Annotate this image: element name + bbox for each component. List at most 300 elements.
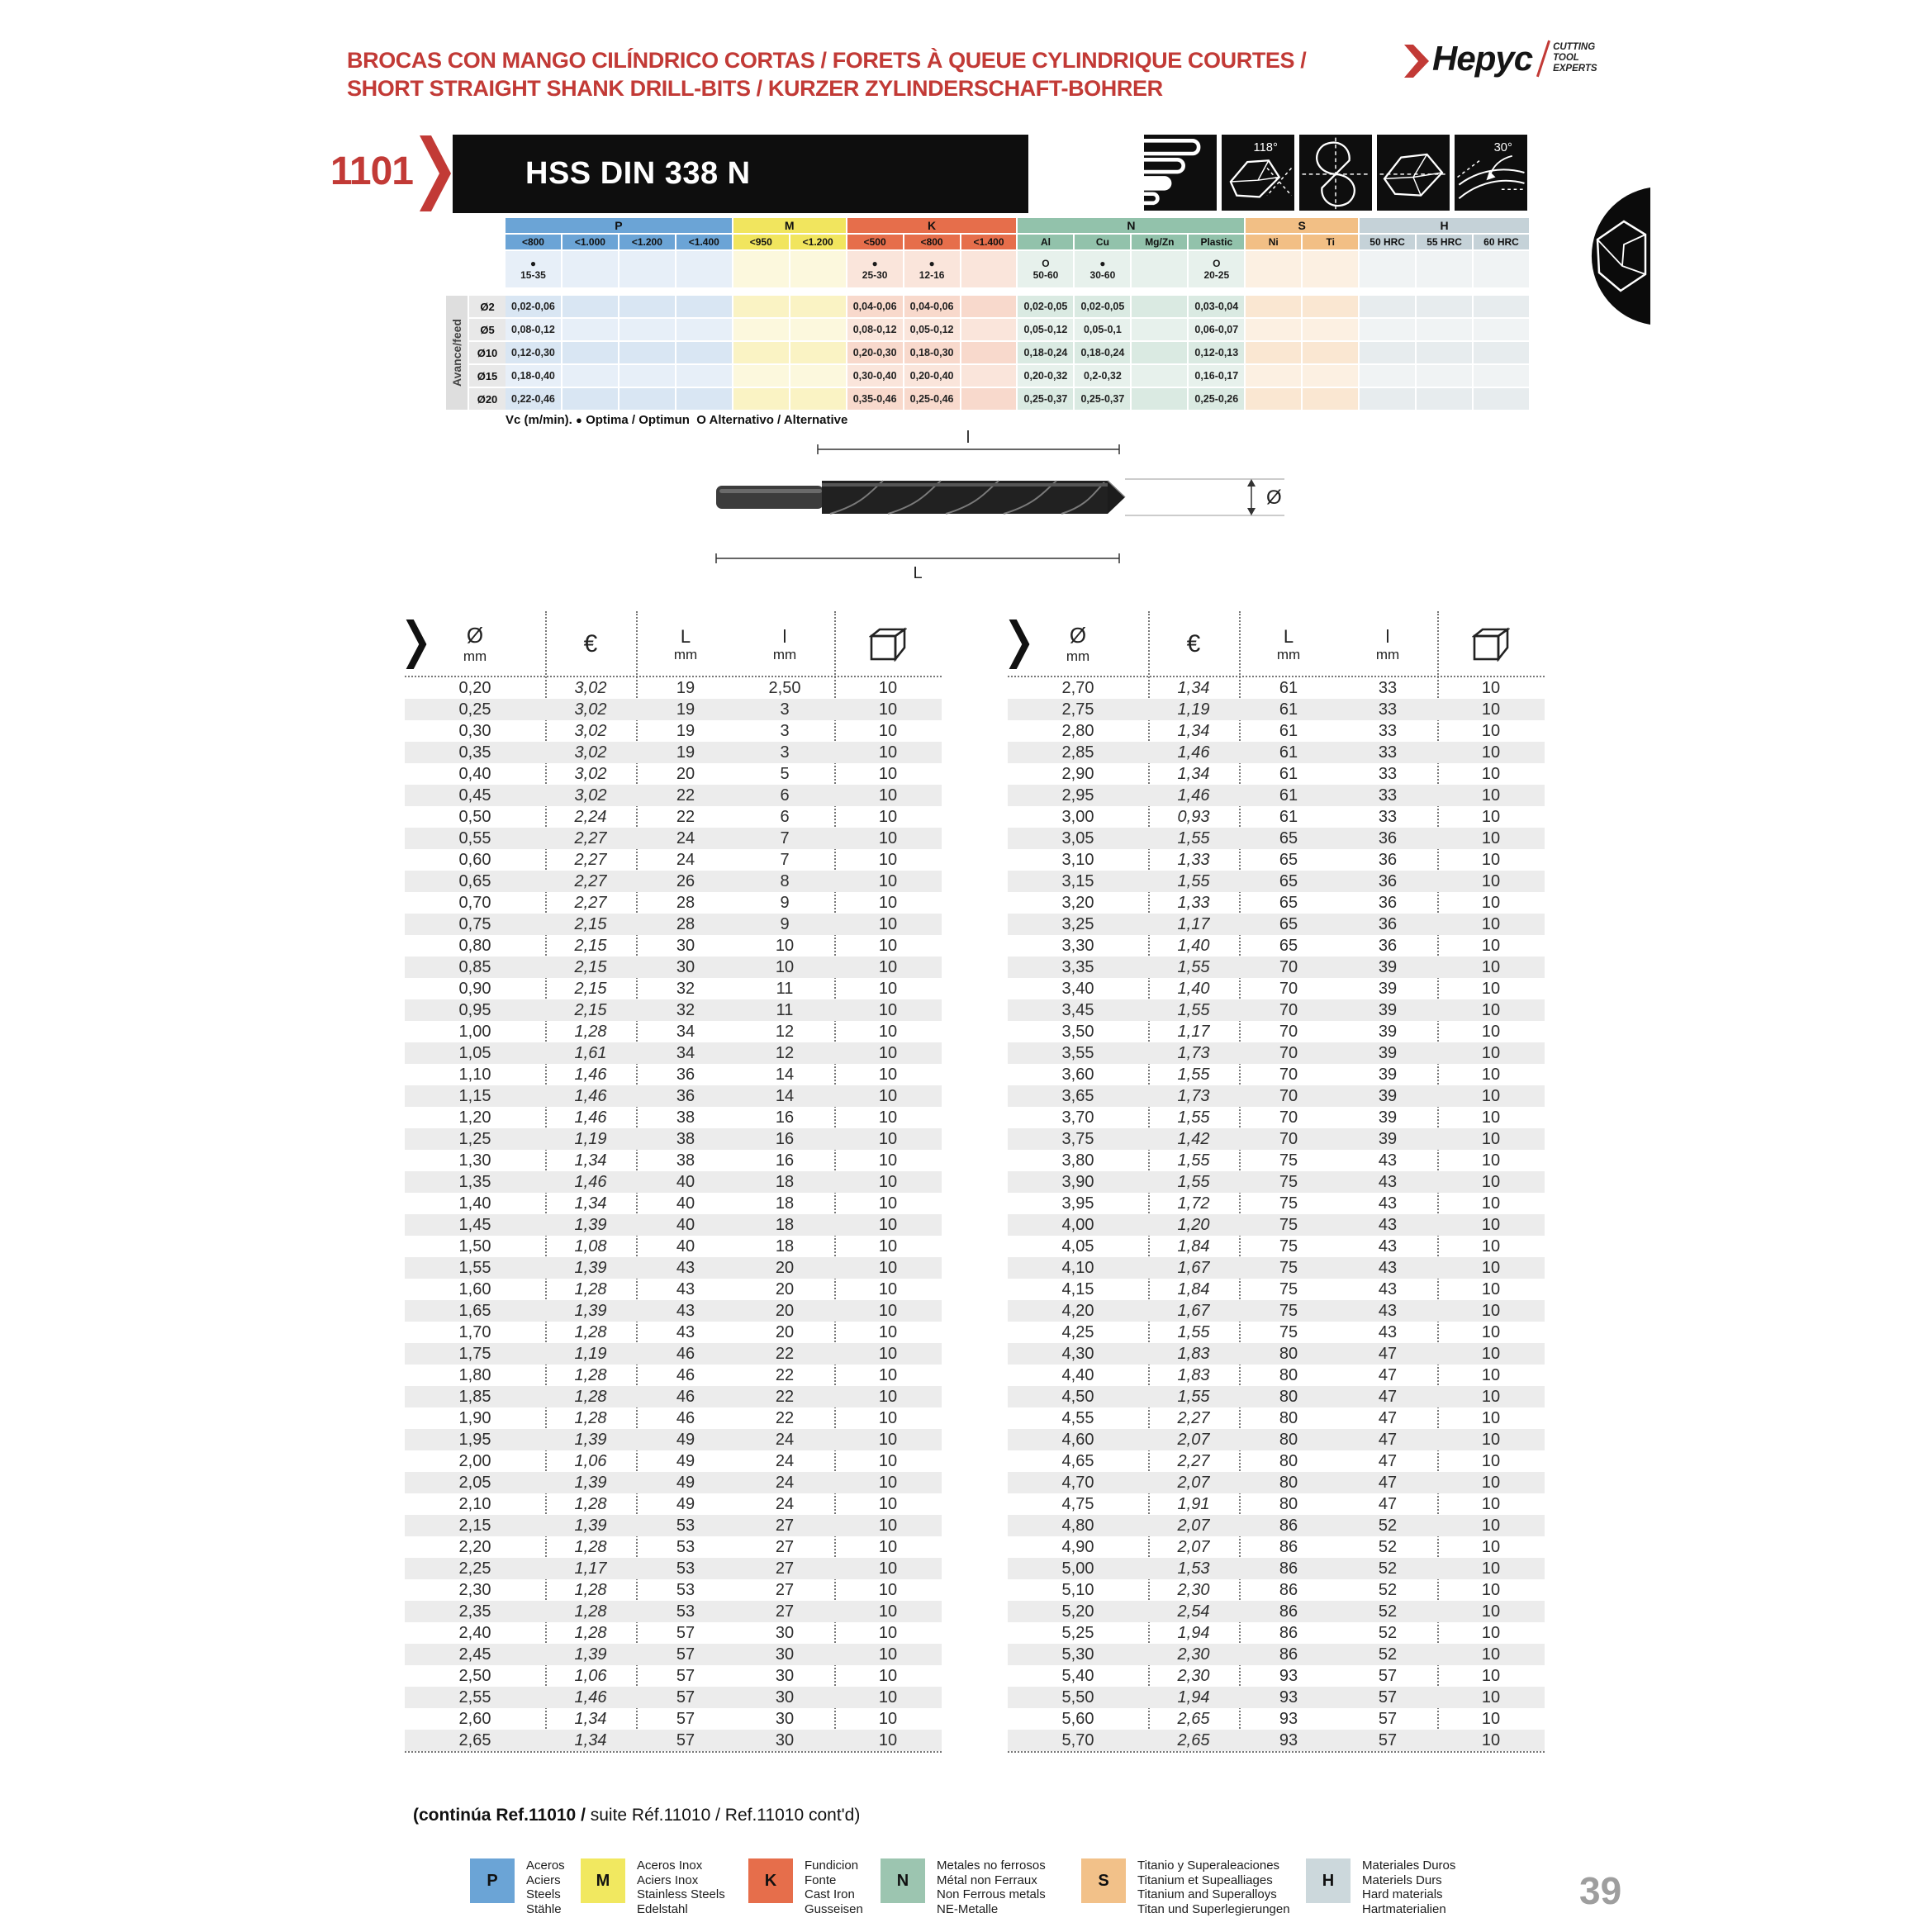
logo-tagline-line: TOOL <box>1553 53 1579 63</box>
table-row <box>405 1279 942 1300</box>
cell-diameter: 5,60 <box>1061 1710 1094 1728</box>
cell-diameter: 1,70 <box>458 1323 491 1341</box>
table-row <box>405 1343 942 1365</box>
cell-length-l: 12 <box>775 1044 795 1062</box>
cell-price: 1,17 <box>1177 1023 1210 1041</box>
params-vc-cell <box>563 251 618 287</box>
cell-length-l: 47 <box>1378 1474 1398 1492</box>
cell-price: 2,27 <box>574 872 607 890</box>
table-row <box>405 806 942 828</box>
cell-length-l: 20 <box>775 1259 795 1277</box>
cell-length-L: 86 <box>1279 1581 1298 1599</box>
cell-length-L: 65 <box>1279 894 1298 912</box>
legend-swatch: N <box>881 1858 925 1903</box>
params-feed-cell <box>563 319 618 340</box>
cell-pack-qty: 10 <box>878 1366 898 1384</box>
params-feed-cell: 0,35-0,46 <box>847 388 903 410</box>
cell-length-l: 27 <box>775 1559 795 1578</box>
box-icon <box>1472 627 1510 662</box>
table-row <box>405 957 942 978</box>
product-name: HSS DIN 338 N <box>525 156 751 191</box>
cell-diameter: 1,35 <box>458 1173 491 1191</box>
params-feed-cell <box>619 342 675 363</box>
table-row <box>1008 1214 1545 1236</box>
cell-pack-qty: 10 <box>878 1409 898 1427</box>
cell-diameter: 3,10 <box>1061 851 1094 869</box>
params-feed-cell <box>1132 388 1187 410</box>
params-feed-cell <box>619 296 675 317</box>
cell-length-L: 75 <box>1279 1302 1298 1320</box>
cell-pack-qty: 10 <box>1481 786 1501 805</box>
legend-label-line: Edelstahl <box>637 1901 688 1916</box>
cell-diameter: 1,40 <box>458 1194 491 1213</box>
cell-diameter: 3,90 <box>1061 1173 1094 1191</box>
cell-length-L: 70 <box>1279 1108 1298 1127</box>
cell-length-l: 24 <box>775 1495 795 1513</box>
cell-price: 1,28 <box>574 1602 607 1621</box>
cell-length-l: 12 <box>775 1023 795 1041</box>
cell-pack-qty: 10 <box>878 1602 898 1621</box>
cell-diameter: 4,20 <box>1061 1302 1094 1320</box>
cell-diameter: 2,10 <box>458 1495 491 1513</box>
cell-price: 1,55 <box>1177 872 1210 890</box>
params-feed-cell <box>1360 388 1415 410</box>
table-row <box>1008 1665 1545 1687</box>
cell-diameter: 1,05 <box>458 1044 491 1062</box>
cell-price: 1,55 <box>1177 1323 1210 1341</box>
cell-diameter: 0,80 <box>458 937 491 955</box>
cell-price: 1,84 <box>1177 1280 1210 1298</box>
cell-length-l: 39 <box>1378 1108 1398 1127</box>
cell-diameter: 3,95 <box>1061 1194 1094 1213</box>
cell-length-l: 33 <box>1378 700 1398 719</box>
cell-price: 1,28 <box>574 1388 607 1406</box>
cell-diameter: 5,70 <box>1061 1731 1094 1749</box>
cell-price: 1,83 <box>1177 1345 1210 1363</box>
table-row <box>405 1665 942 1687</box>
cell-pack-qty: 10 <box>1481 958 1501 976</box>
cell-pack-qty: 10 <box>878 1645 898 1664</box>
cell-length-L: 61 <box>1279 679 1298 697</box>
cell-pack-qty: 10 <box>1481 1538 1501 1556</box>
cell-price: 2,15 <box>574 1001 607 1019</box>
cell-length-L: 40 <box>676 1194 695 1213</box>
legend-labels <box>526 1858 565 1916</box>
cell-length-l: 30 <box>775 1667 795 1685</box>
params-feed-cell <box>563 296 618 317</box>
cell-length-L: 19 <box>676 743 695 762</box>
params-vc-cell: ● 12-16 <box>904 251 960 287</box>
cell-pack-qty: 10 <box>1481 1194 1501 1213</box>
title-line-1: BROCAS CON MANGO CILÍNDRICO CORTAS / FORETS À QUEUE CYLINDRIQUE COURTES / <box>347 48 1307 73</box>
table-row <box>405 1064 942 1085</box>
params-row-label: Ø2 <box>469 296 506 317</box>
cell-price: 1,55 <box>1177 1173 1210 1191</box>
params-feed-cell <box>961 342 1017 363</box>
cell-diameter: 1,60 <box>458 1280 491 1298</box>
params-col-header: 55 HRC <box>1417 235 1472 249</box>
cell-pack-qty: 10 <box>1481 1431 1501 1449</box>
drill-point-icon <box>1377 135 1450 211</box>
cell-length-l: 36 <box>1378 829 1398 847</box>
params-feed-cell: 0,22-0,46 <box>506 388 561 410</box>
cell-pack-qty: 10 <box>878 1517 898 1535</box>
table-row <box>405 1171 942 1193</box>
table-row <box>1008 1622 1545 1644</box>
logo-brand-text: Hepyc <box>1432 39 1533 78</box>
product-ref: 1101 <box>330 150 413 193</box>
cell-length-L: 24 <box>676 851 695 869</box>
cell-length-l: 16 <box>775 1108 795 1127</box>
logo-tagline-line: CUTTING <box>1553 42 1596 52</box>
params-col-header: Ti <box>1303 235 1358 249</box>
table-row <box>405 1450 942 1472</box>
cell-length-L: 93 <box>1279 1667 1298 1685</box>
cell-pack-qty: 10 <box>878 894 898 912</box>
params-feed-cell <box>1132 365 1187 387</box>
cell-pack-qty: 10 <box>878 851 898 869</box>
logo-slash <box>1536 40 1550 78</box>
cell-length-L: 30 <box>676 937 695 955</box>
params-row-labels <box>469 296 506 410</box>
params-feed-cell <box>1303 365 1358 387</box>
cell-price: 1,33 <box>1177 851 1210 869</box>
params-feed-cell <box>1246 319 1301 340</box>
flute-profile-icon <box>1299 135 1372 211</box>
params-col-header: Mg/Zn <box>1132 235 1187 249</box>
params-col-header: <1.400 <box>961 235 1017 249</box>
cell-price: 1,17 <box>574 1559 607 1578</box>
cell-pack-qty: 10 <box>878 1044 898 1062</box>
params-feed-cell <box>1132 296 1187 317</box>
legend-label-line: Aceros Inox <box>637 1858 703 1873</box>
cell-length-l: 39 <box>1378 1130 1398 1148</box>
tech-icons <box>1144 135 1527 211</box>
cell-price: 3,02 <box>574 786 607 805</box>
params-feed-cell: 0,04-0,06 <box>904 296 960 317</box>
table-row <box>405 892 942 914</box>
params-feed-cell: 0,18-0,24 <box>1075 342 1130 363</box>
cell-price: 1,46 <box>574 1108 607 1127</box>
table-body <box>405 677 942 1751</box>
table-row <box>1008 1708 1545 1730</box>
cell-length-L: 70 <box>1279 1001 1298 1019</box>
params-feed-cell <box>790 342 846 363</box>
cell-pack-qty: 10 <box>1481 1495 1501 1513</box>
cell-length-L: 75 <box>1279 1216 1298 1234</box>
table-row <box>405 1128 942 1150</box>
table-row <box>405 1365 942 1386</box>
cell-pack-qty: 10 <box>1481 1259 1501 1277</box>
logo-tagline-line: EXPERTS <box>1553 64 1597 74</box>
params-feed-cell <box>676 365 732 387</box>
cell-price: 2,15 <box>574 915 607 933</box>
table-row <box>1008 849 1545 871</box>
optima-marker: ● <box>576 414 582 426</box>
cell-diameter: 1,10 <box>458 1066 491 1084</box>
cell-pack-qty: 10 <box>878 808 898 826</box>
cell-pack-qty: 10 <box>1481 808 1501 826</box>
cell-length-l: 43 <box>1378 1151 1398 1170</box>
params-feed-cell <box>733 319 789 340</box>
cell-length-l: 14 <box>775 1066 795 1084</box>
cell-length-l: 36 <box>1378 872 1398 890</box>
legend-item-S <box>1081 1858 1290 1916</box>
table-row <box>1008 892 1545 914</box>
col-header-pack <box>834 615 942 674</box>
cell-length-L: 65 <box>1279 872 1298 890</box>
cell-price: 1,28 <box>574 1323 607 1341</box>
cell-diameter: 2,00 <box>458 1452 491 1470</box>
params-feed-cell: 0,25-0,37 <box>1018 388 1073 410</box>
params-feed-cell: 0,16-0,17 <box>1189 365 1244 387</box>
params-feed-cell <box>1246 365 1301 387</box>
params-feed-cell <box>961 388 1017 410</box>
cell-diameter: 1,50 <box>458 1237 491 1256</box>
params-feed-cell: 0,08-0,12 <box>506 319 561 340</box>
table-row <box>405 1322 942 1343</box>
legend-labels <box>637 1858 725 1916</box>
cell-length-l: 27 <box>775 1538 795 1556</box>
cell-pack-qty: 10 <box>878 872 898 890</box>
cell-length-l: 18 <box>775 1173 795 1191</box>
cell-length-l: 9 <box>780 894 790 912</box>
params-group-header: H <box>1360 218 1529 233</box>
cell-length-l: 7 <box>780 829 790 847</box>
table-row <box>1008 978 1545 999</box>
cell-length-l: 20 <box>775 1280 795 1298</box>
cell-pack-qty: 10 <box>878 1688 898 1707</box>
cell-pack-qty: 10 <box>878 1624 898 1642</box>
cell-length-l: 52 <box>1378 1581 1398 1599</box>
cell-length-L: 43 <box>676 1302 695 1320</box>
page-number: 39 <box>1579 1869 1622 1912</box>
params-group-header: N <box>1018 218 1244 233</box>
cell-price: 2,27 <box>574 894 607 912</box>
cell-length-l: 47 <box>1378 1388 1398 1406</box>
cell-price: 1,46 <box>574 1066 607 1084</box>
table-row <box>405 742 942 763</box>
params-feed-cell <box>1474 296 1529 317</box>
params-col-header: 60 HRC <box>1474 235 1529 249</box>
cell-length-l: 57 <box>1378 1710 1398 1728</box>
cell-pack-qty: 10 <box>1481 1345 1501 1363</box>
cell-length-L: 53 <box>676 1581 695 1599</box>
cell-diameter: 2,20 <box>458 1538 491 1556</box>
cell-price: 1,17 <box>1177 915 1210 933</box>
params-col-header: <500 <box>847 235 903 249</box>
cell-diameter: 4,00 <box>1061 1216 1094 1234</box>
cell-diameter: 2,80 <box>1061 722 1094 740</box>
table-row <box>1008 1236 1545 1257</box>
cell-pack-qty: 10 <box>1481 1151 1501 1170</box>
cell-length-L: 36 <box>676 1066 695 1084</box>
cell-pack-qty: 10 <box>1481 1409 1501 1427</box>
cell-length-L: 49 <box>676 1495 695 1513</box>
cell-diameter: 0,30 <box>458 722 491 740</box>
params-feed-cell <box>619 388 675 410</box>
params-col-header: <1.000 <box>563 235 618 249</box>
cell-price: 1,73 <box>1177 1087 1210 1105</box>
cell-length-l: 57 <box>1378 1688 1398 1707</box>
table-row <box>405 1236 942 1257</box>
params-feed-cell <box>1474 365 1529 387</box>
cell-length-l: 10 <box>775 958 795 976</box>
params-feed-cell <box>676 388 732 410</box>
params-col-header: 50 HRC <box>1360 235 1415 249</box>
cell-price: 1,19 <box>1177 700 1210 719</box>
params-feed-cell <box>733 365 789 387</box>
cell-length-L: 86 <box>1279 1517 1298 1535</box>
cell-pack-qty: 10 <box>1481 980 1501 998</box>
cell-pack-qty: 10 <box>878 1130 898 1148</box>
params-group-header: P <box>506 218 732 233</box>
cell-price: 1,46 <box>1177 743 1210 762</box>
cell-pack-qty: 10 <box>878 915 898 933</box>
cell-length-l: 33 <box>1378 743 1398 762</box>
table-row <box>405 999 942 1021</box>
cell-length-L: 57 <box>676 1667 695 1685</box>
cell-pack-qty: 10 <box>878 958 898 976</box>
cell-price: 1,34 <box>574 1710 607 1728</box>
cell-length-L: 38 <box>676 1130 695 1148</box>
cell-diameter: 0,45 <box>458 786 491 805</box>
cell-price: 1,55 <box>1177 1066 1210 1084</box>
cell-length-L: 28 <box>676 894 695 912</box>
params-feed-cell: 0,02-0,05 <box>1075 296 1130 317</box>
cell-length-l: 47 <box>1378 1452 1398 1470</box>
legend-label-line: Hartmaterialien <box>1362 1901 1446 1916</box>
cell-length-L: 53 <box>676 1559 695 1578</box>
cell-diameter: 1,80 <box>458 1366 491 1384</box>
params-vc-cell <box>790 251 846 287</box>
cell-length-l: 39 <box>1378 980 1398 998</box>
cell-pack-qty: 10 <box>1481 1237 1501 1256</box>
cell-pack-qty: 10 <box>1481 1280 1501 1298</box>
cell-length-L: 86 <box>1279 1645 1298 1664</box>
legend-label-line: Fonte <box>805 1873 837 1887</box>
params-feed-cell <box>790 319 846 340</box>
cell-diameter: 0,60 <box>458 851 491 869</box>
legend-item-N <box>881 1858 1046 1916</box>
table-row <box>1008 806 1545 828</box>
cell-price: 3,02 <box>574 700 607 719</box>
svg-text:L: L <box>913 564 923 582</box>
legend-swatch: K <box>748 1858 793 1903</box>
cell-diameter: 0,95 <box>458 1001 491 1019</box>
cell-pack-qty: 10 <box>878 1538 898 1556</box>
cell-length-L: 75 <box>1279 1237 1298 1256</box>
col-header-price: € <box>583 630 598 658</box>
params-feed-cell: 0,18-0,24 <box>1018 342 1073 363</box>
params-feed-cell <box>790 388 846 410</box>
cell-length-L: 34 <box>676 1044 695 1062</box>
cell-price: 1,20 <box>1177 1216 1210 1234</box>
cell-diameter: 0,55 <box>458 829 491 847</box>
cell-price: 1,91 <box>1177 1495 1210 1513</box>
params-feed-cell <box>1360 342 1415 363</box>
cell-diameter: 3,00 <box>1061 808 1094 826</box>
params-feed-cell <box>790 365 846 387</box>
cell-pack-qty: 10 <box>1481 915 1501 933</box>
cell-diameter: 0,85 <box>458 958 491 976</box>
cell-diameter: 4,05 <box>1061 1237 1094 1256</box>
cell-length-L: 19 <box>676 722 695 740</box>
cell-length-L: 46 <box>676 1366 695 1384</box>
cell-length-l: 47 <box>1378 1409 1398 1427</box>
cell-price: 3,02 <box>574 679 607 697</box>
cell-pack-qty: 10 <box>1481 1559 1501 1578</box>
table-row <box>1008 1493 1545 1515</box>
cell-length-L: 70 <box>1279 980 1298 998</box>
params-feed-cell: 0,12-0,13 <box>1189 342 1244 363</box>
cell-length-l: 43 <box>1378 1323 1398 1341</box>
table-row <box>1008 785 1545 806</box>
cell-length-L: 57 <box>676 1731 695 1749</box>
params-col-header: <1.200 <box>790 235 846 249</box>
cell-length-l: 24 <box>775 1431 795 1449</box>
table-row <box>1008 935 1545 957</box>
cell-pack-qty: 10 <box>878 743 898 762</box>
cell-pack-qty: 10 <box>1481 937 1501 955</box>
cell-length-l: 9 <box>780 915 790 933</box>
params-feed-cell <box>563 342 618 363</box>
cell-price: 1,40 <box>1177 980 1210 998</box>
cell-pack-qty: 10 <box>1481 765 1501 783</box>
alternative-marker: O <box>696 413 706 427</box>
cell-diameter: 4,15 <box>1061 1280 1094 1298</box>
cell-diameter: 1,30 <box>458 1151 491 1170</box>
cell-price: 1,84 <box>1177 1237 1210 1256</box>
cell-price: 1,83 <box>1177 1366 1210 1384</box>
cell-pack-qty: 10 <box>1481 1667 1501 1685</box>
cell-length-l: 27 <box>775 1517 795 1535</box>
params-row-label: Ø15 <box>469 365 506 387</box>
cell-price: 1,19 <box>574 1345 607 1363</box>
params-vc-cell <box>1474 251 1529 287</box>
legend-item-M <box>581 1858 725 1916</box>
table-row <box>405 871 942 892</box>
cell-pack-qty: 10 <box>1481 1624 1501 1642</box>
cell-length-L: 57 <box>676 1688 695 1707</box>
cell-price: 2,07 <box>1177 1474 1210 1492</box>
cell-length-l: 6 <box>780 786 790 805</box>
table-row <box>1008 871 1545 892</box>
cell-price: 1,33 <box>1177 894 1210 912</box>
params-vc-cell <box>961 251 1017 287</box>
table-row <box>405 1687 942 1708</box>
cell-pack-qty: 10 <box>878 1474 898 1492</box>
cell-pack-qty: 10 <box>1481 1388 1501 1406</box>
cell-length-L: 93 <box>1279 1688 1298 1707</box>
product-name-bar <box>453 135 1028 213</box>
legend-item-P <box>470 1858 565 1916</box>
cell-price: 1,34 <box>574 1194 607 1213</box>
legend-label-line: Titanio y Superaleaciones <box>1137 1858 1280 1873</box>
cell-diameter: 3,60 <box>1061 1066 1094 1084</box>
params-vc-cell <box>733 251 789 287</box>
cell-price: 0,93 <box>1177 808 1210 826</box>
cell-diameter: 2,25 <box>458 1559 491 1578</box>
params-feed-cell <box>563 365 618 387</box>
cell-price: 1,46 <box>574 1173 607 1191</box>
table-row <box>1008 1128 1545 1150</box>
cell-length-l: 43 <box>1378 1280 1398 1298</box>
cell-pack-qty: 10 <box>1481 1602 1501 1621</box>
shank-profile-icon <box>1144 135 1217 211</box>
cell-length-L: 46 <box>676 1388 695 1406</box>
cell-price: 1,55 <box>1177 1108 1210 1127</box>
